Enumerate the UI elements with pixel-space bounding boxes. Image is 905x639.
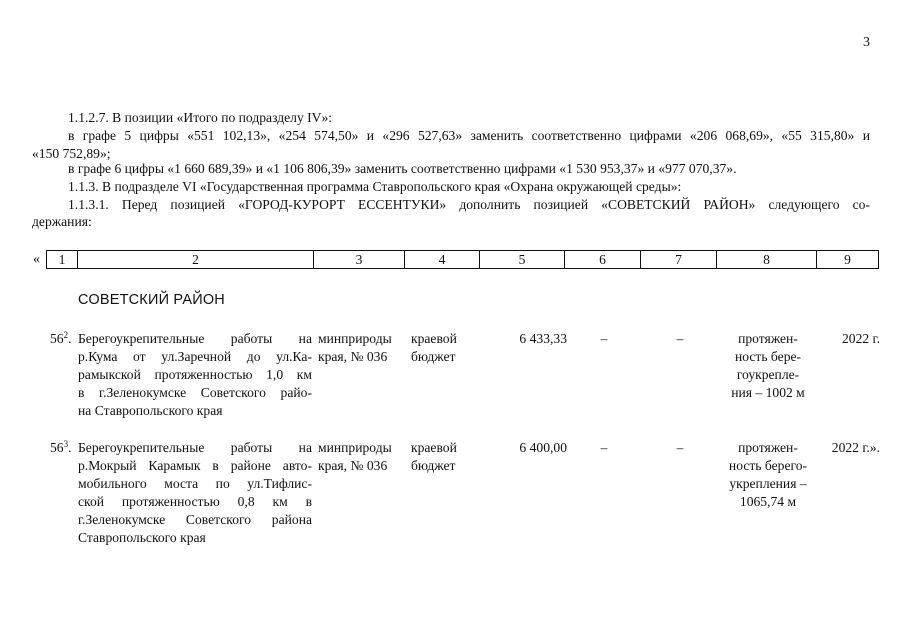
column-header-1: 1 (47, 251, 78, 269)
section-title: СОВЕТСКИЙ РАЙОН (78, 292, 225, 308)
row-indicator: протяжен- ность берего- укрепления – 1065,74 м (728, 440, 808, 509)
row-agency: минприроды края, № 036 (318, 331, 392, 364)
column-header-2: 2 (78, 251, 314, 269)
row-agency: минприроды края, № 036 (318, 440, 392, 473)
paragraph-1-1-3-1: 1.1.3.1. Перед позицией «ГОРОД-КУРОРТ ЕССЕНТУКИ» дополнить позицией «СОВЕТСКИЙ РАЙОН» следующего со- (68, 197, 870, 212)
row-number: $56^3$. (50, 439, 72, 455)
column-header-6: 6 (565, 251, 641, 269)
row-indicator: протяжен- ность бере- гоукрепле- ния – 1002 м (731, 331, 805, 400)
column-header-5: 5 (480, 251, 565, 269)
row-year: 2022 г.». (831, 440, 880, 455)
row-col6: – (600, 331, 608, 346)
column-header-7: 7 (641, 251, 717, 269)
row-budget: краевой бюджет (411, 440, 457, 473)
table-open-quote: « (33, 252, 40, 267)
column-header-3: 3 (314, 251, 405, 269)
row-col7: – (676, 331, 684, 346)
row-budget: краевой бюджет (411, 331, 457, 364)
paragraph-column-6: в графе 6 цифры «1 660 689,39» и «1 106 806,39» заменить соответственно цифрами «1 530 953,37» и «977 070,37». (68, 161, 737, 176)
paragraph-1-1-3: 1.1.3. В подразделе VI «Государственная программа Ставропольского края «Охрана окружающей среды»: (68, 179, 682, 194)
row-amount: 6 433,33 (519, 331, 567, 346)
row-year: 2022 г. (841, 331, 880, 346)
row-col6: – (600, 440, 608, 455)
column-header-4: 4 (405, 251, 480, 269)
paragraph-1-1-3-1-cont: держания: (32, 214, 92, 229)
column-header-8: 8 (717, 251, 817, 269)
paragraph-column-5: в графе 5 цифры «551 102,13», «254 574,50» и «296 527,63» заменить соответственно цифрами «206 068,69», «55 315,80» и (68, 128, 870, 143)
page-number: 3 (863, 35, 870, 50)
row-amount: 6 400,00 (519, 440, 567, 455)
row-description: Берегоукрепительные работы на р.Мокрый Карамык в районе авто- мобильного моста по ул.Тифлис- ской протяженностью 0,8 км в г.Зеленокумске Советского района Ставропольского края (78, 440, 312, 545)
paragraph-column-5-cont: «150 752,89»; (32, 146, 111, 161)
column-header-table (46, 250, 879, 269)
paragraph-1-1-2-7: 1.1.2.7. В позиции «Итого по подразделу IV»: (68, 110, 333, 125)
row-description: Берегоукрепительные работы на р.Кума от ул.Заречной до ул.Ка- рамыкской протяженностью 1,0 км в г.Зеленокумске Советского райо- на Ставропольского края (78, 331, 312, 418)
row-col7: – (676, 440, 684, 455)
column-header-9: 9 (817, 251, 879, 269)
row-number: $56^2$. (50, 330, 72, 346)
